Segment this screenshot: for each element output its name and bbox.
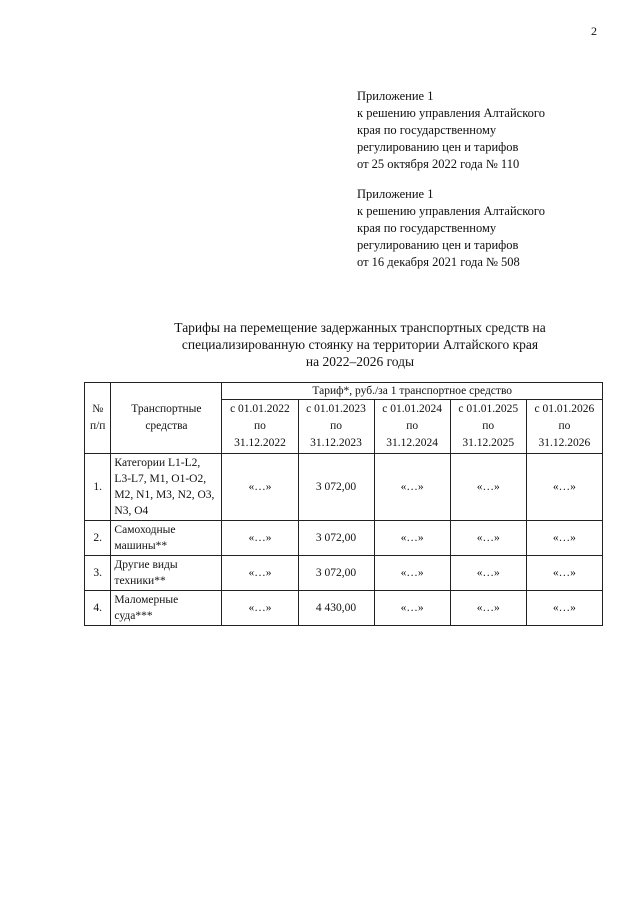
tariff-value: «…» (222, 454, 298, 521)
annex-previous-line: к решению управления Алтайского (357, 204, 545, 218)
tariff-value: 3 072,00 (298, 454, 374, 521)
tariff-value: «…» (222, 521, 298, 556)
annex-current-line: Приложение 1 (357, 89, 434, 103)
tariff-value: «…» (450, 591, 526, 626)
vehicle-name: Категории L1-L2, L3-L7, M1, O1-O2, M2, N1, M3, N2, O3, N3, O4 (111, 454, 222, 521)
period-to: 31.12.2025 (462, 437, 515, 449)
tariff-table (84, 382, 603, 626)
period-from: с 01.01.2025 (458, 403, 519, 415)
row-number: 4. (85, 591, 111, 626)
row-number: 3. (85, 556, 111, 591)
annex-previous (357, 186, 545, 271)
tariff-value: «…» (374, 556, 450, 591)
vehicle-name: Самоходные машины** (111, 521, 222, 556)
period-by: по (482, 420, 495, 432)
vehicle-name: Маломерные суда*** (111, 591, 222, 626)
annex-current-line: к решению управления Алтайского (357, 106, 545, 120)
table-row (85, 521, 603, 556)
header-period-2024 (374, 400, 450, 454)
table-row (85, 454, 603, 521)
header-tariff: Тариф*, руб./за 1 транспортное средство (222, 383, 603, 400)
title-line: на 2022–2026 годы (305, 354, 415, 369)
annex-previous-line: Приложение 1 (357, 187, 434, 201)
tariff-value: «…» (222, 591, 298, 626)
header-period-2026 (526, 400, 602, 454)
annex-previous-line: от 16 декабря 2021 года № 508 (357, 255, 520, 269)
tariff-value: «…» (526, 556, 602, 591)
row-number: 1. (85, 454, 111, 521)
period-from: с 01.01.2023 (306, 403, 366, 415)
annex-current-line: от 25 октября 2022 года № 110 (357, 157, 520, 171)
tariff-value: «…» (526, 454, 602, 521)
tariff-value: «…» (450, 556, 526, 591)
annex-previous-line: края по государственному (357, 221, 497, 235)
period-by: по (330, 420, 342, 432)
table-header-row (85, 383, 603, 400)
period-from: с 01.01.2022 (230, 403, 290, 415)
period-to: 31.12.2024 (386, 437, 439, 449)
tariff-value: «…» (526, 521, 602, 556)
period-to: 31.12.2026 (538, 437, 591, 449)
document-title (140, 319, 580, 370)
tariff-value: 3 072,00 (298, 521, 374, 556)
header-period-2025 (450, 400, 526, 454)
title-line: Тарифы на перемещение задержанных транспортных средств на (174, 320, 546, 335)
table-row (85, 591, 603, 626)
table-row (85, 556, 603, 591)
tariff-value: 3 072,00 (298, 556, 374, 591)
period-to: 31.12.2022 (234, 437, 286, 449)
annex-current-line: регулированию цен и тарифов (357, 140, 519, 154)
row-number: 2. (85, 521, 111, 556)
header-period-2023 (298, 400, 374, 454)
annex-current-line: края по государственному (357, 123, 497, 137)
period-from: с 01.01.2024 (382, 403, 442, 415)
vehicle-name: Другие виды техники** (111, 556, 222, 591)
tariff-value: «…» (374, 454, 450, 521)
tariff-value: «…» (450, 454, 526, 521)
period-by: по (406, 420, 419, 432)
header-number: № п/п (85, 383, 111, 454)
period-from: с 01.01.2026 (534, 403, 595, 415)
period-to: 31.12.2023 (310, 437, 362, 449)
header-vehicle: Транспортные средства (111, 383, 222, 454)
tariff-value: «…» (374, 521, 450, 556)
tariff-value: «…» (222, 556, 298, 591)
tariff-value: «…» (526, 591, 602, 626)
page-number: 2 (591, 24, 597, 38)
period-by: по (254, 420, 266, 432)
annex-current (357, 88, 545, 173)
annex-previous-line: регулированию цен и тарифов (357, 238, 519, 252)
tariff-value: «…» (450, 521, 526, 556)
period-by: по (558, 420, 571, 432)
tariff-value: «…» (374, 591, 450, 626)
tariff-value: 4 430,00 (298, 591, 374, 626)
title-line: специализированную стоянку на территории Алтайского края (181, 337, 539, 352)
header-period-2022 (222, 400, 298, 454)
